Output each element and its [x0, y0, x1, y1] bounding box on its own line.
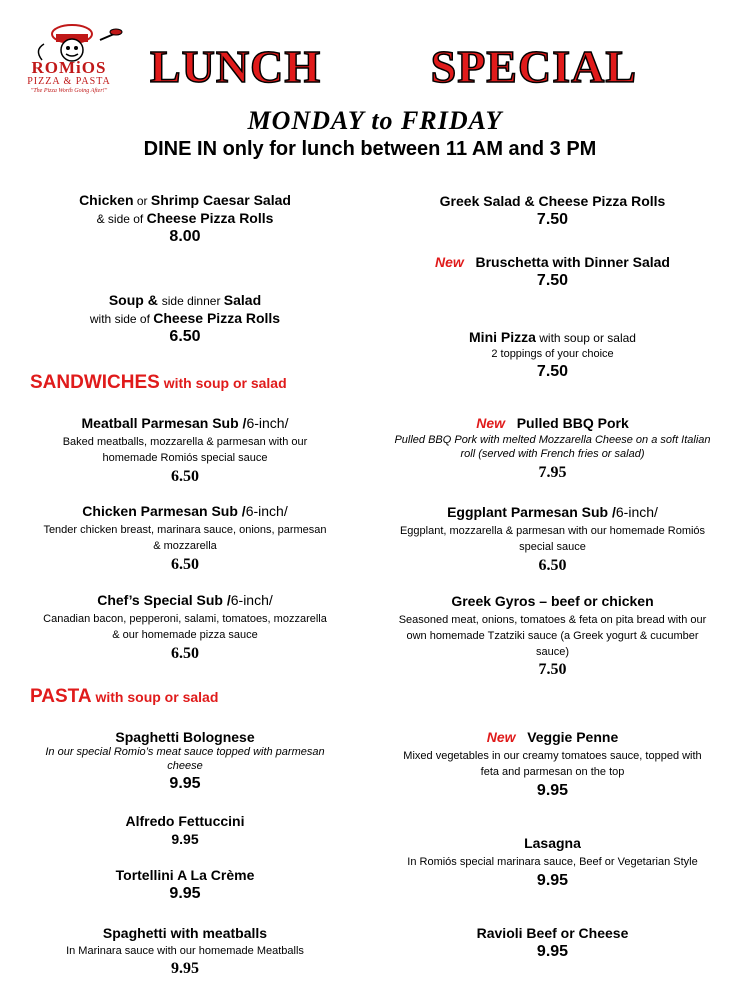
- item-name: Spaghetti with meatballs: [102, 925, 268, 941]
- section-title: SANDWICHES: [30, 372, 160, 393]
- item-name: Mini Pizza: [469, 329, 536, 345]
- chicken-sub-item: [25, 503, 345, 574]
- item-price: 7.50: [536, 272, 569, 289]
- section-title: PASTA: [30, 686, 92, 707]
- item-price: 9.95: [169, 775, 201, 792]
- item-name-connector: or: [133, 194, 151, 208]
- meatball-sub-item: [25, 415, 345, 486]
- item-name-part: Salad: [223, 292, 262, 308]
- item-desc: own homemade Tzatziki sauce (a Greek yogurt & cucumber: [406, 630, 699, 642]
- dine-in-note: DINE IN only for lunch between 11 AM and 3 PM: [143, 138, 597, 160]
- item-desc: feta and parmesan on the top: [480, 766, 625, 778]
- item-desc: In Romiós special marinara sauce, Beef or Vegetarian Style: [407, 856, 698, 868]
- spaghetti-bolognese-item: [25, 729, 345, 793]
- item-desc: roll (served with French fries or salad): [460, 448, 645, 460]
- greek-gyros-item: [380, 593, 725, 679]
- mini-pizza-item: [380, 329, 725, 381]
- item-price: 6.50: [171, 468, 199, 485]
- item-price: 7.50: [536, 211, 569, 228]
- item-desc: 2 toppings of your choice: [491, 348, 614, 360]
- chefs-special-sub-item: [25, 592, 345, 663]
- item-price: 9.95: [169, 885, 201, 902]
- item-desc: & mozzarella: [153, 540, 217, 552]
- pulled-bbq-pork-item: [380, 415, 725, 482]
- pasta-heading: [30, 686, 218, 708]
- page-title: LUNCH SPECIAL: [150, 41, 638, 92]
- item-name: Eggplant Parmesan Sub /: [447, 504, 616, 520]
- item-desc: sauce): [535, 646, 570, 658]
- item-price: 9.95: [171, 960, 199, 977]
- item-name: Greek Gyros – beef or chicken: [451, 593, 654, 609]
- item-price: 6.50: [169, 328, 201, 345]
- item-price: 9.95: [536, 782, 569, 799]
- item-name-part: Cheese Pizza Rolls: [146, 210, 274, 226]
- item-name: Chef’s Special Sub /: [97, 592, 231, 608]
- days-subtitle: MONDAY to FRIDAY: [247, 106, 503, 135]
- item-name: Ravioli Beef or Cheese: [476, 925, 629, 941]
- item-desc: Canadian bacon, pepperoni, salami, tomatoes, mozzarella: [43, 613, 327, 625]
- item-name-connector: with soup or salad: [535, 331, 636, 345]
- item-desc: Baked meatballs, mozzarella & parmesan with our: [62, 436, 308, 448]
- item-desc: & our homemade pizza sauce: [112, 629, 258, 641]
- eggplant-sub-item: [380, 504, 725, 575]
- item-name-part: Soup &: [108, 292, 162, 308]
- veggie-penne-item: [380, 729, 725, 800]
- new-badge: New: [476, 415, 506, 431]
- item-desc: In Marinara sauce with our homemade Meatballs: [66, 945, 304, 957]
- item-price: 6.50: [171, 645, 199, 662]
- logo-tagline: "The Pizza Worth Going After!": [30, 88, 108, 94]
- item-name-connector: & side of: [96, 212, 147, 226]
- item-price: 7.95: [538, 464, 567, 481]
- tortellini-item: [25, 867, 345, 903]
- section-note: with soup or salad: [159, 375, 287, 391]
- logo-subtitle: PIZZA & PASTA: [27, 76, 111, 87]
- logo-name: ROMiOS: [31, 58, 107, 77]
- item-name: Alfredo Fettuccini: [125, 813, 245, 829]
- item-size: 6-inch/: [245, 503, 288, 519]
- item-size: 6-inch/: [246, 415, 289, 431]
- item-price: 9.95: [536, 872, 569, 889]
- bruschetta-item: [380, 254, 725, 290]
- item-desc: Pulled BBQ Pork with melted Mozzarella Cheese on a soft Italian: [394, 434, 711, 446]
- item-price: 8.00: [169, 228, 201, 245]
- sandwiches-heading: [30, 372, 287, 394]
- new-badge: New: [486, 729, 516, 745]
- caesar-salad-item: [25, 192, 345, 246]
- item-name-part: Shrimp Caesar Salad: [150, 192, 291, 208]
- alfredo-fettuccini-item: [25, 813, 345, 847]
- greek-salad-item: [380, 193, 725, 229]
- ravioli-item: [380, 925, 725, 961]
- item-desc: special sauce: [519, 541, 586, 553]
- item-name-part: Cheese Pizza Rolls: [153, 310, 281, 326]
- item-price: 6.50: [538, 557, 567, 574]
- item-name: Meatball Parmesan Sub /: [81, 415, 247, 431]
- item-desc: Eggplant, mozzarella & parmesan with our homemade Romiós: [399, 525, 706, 537]
- item-name-connector: with side of: [89, 312, 154, 326]
- item-name: Lasagna: [524, 835, 581, 851]
- item-name: Chicken Parmesan Sub /: [82, 503, 246, 519]
- item-price: 9.95: [171, 831, 199, 847]
- soup-salad-item: [25, 292, 345, 346]
- item-desc: Mixed vegetables in our creamy tomatoes sauce, topped with: [403, 750, 702, 762]
- item-name-connector: side dinner: [161, 294, 224, 308]
- item-name: Tortellini A La Crème: [115, 867, 255, 883]
- item-name: Spaghetti Bolognese: [115, 729, 255, 745]
- item-price: 6.50: [171, 556, 199, 573]
- item-name: Veggie Penne: [527, 729, 619, 745]
- item-desc: Tender chicken breast, marinara sauce, onions, parmesan: [43, 524, 327, 536]
- item-desc: homemade Romiós special sauce: [102, 452, 268, 464]
- item-name-part: Chicken: [79, 192, 134, 208]
- item-size: 6-inch/: [615, 504, 658, 520]
- item-name: Greek Salad & Cheese Pizza Rolls: [439, 193, 666, 209]
- section-note: with soup or salad: [91, 689, 219, 705]
- item-price: 9.95: [536, 943, 569, 960]
- item-desc: Seasoned meat, onions, tomatoes & feta on pita bread with our: [398, 614, 707, 626]
- romios-logo: [14, 20, 124, 100]
- item-desc: In our special Romio’s meat sauce topped with parmesan: [45, 746, 325, 758]
- item-desc: cheese: [167, 760, 203, 772]
- new-badge: New: [435, 254, 464, 270]
- lasagna-item: [380, 835, 725, 890]
- item-price: 7.50: [538, 661, 567, 678]
- item-name: Bruschetta with Dinner Salad: [475, 254, 670, 270]
- item-name: Pulled BBQ Pork: [516, 415, 629, 431]
- spaghetti-meatballs-item: [25, 925, 345, 978]
- item-price: 7.50: [536, 363, 569, 380]
- item-size: 6-inch/: [230, 592, 273, 608]
